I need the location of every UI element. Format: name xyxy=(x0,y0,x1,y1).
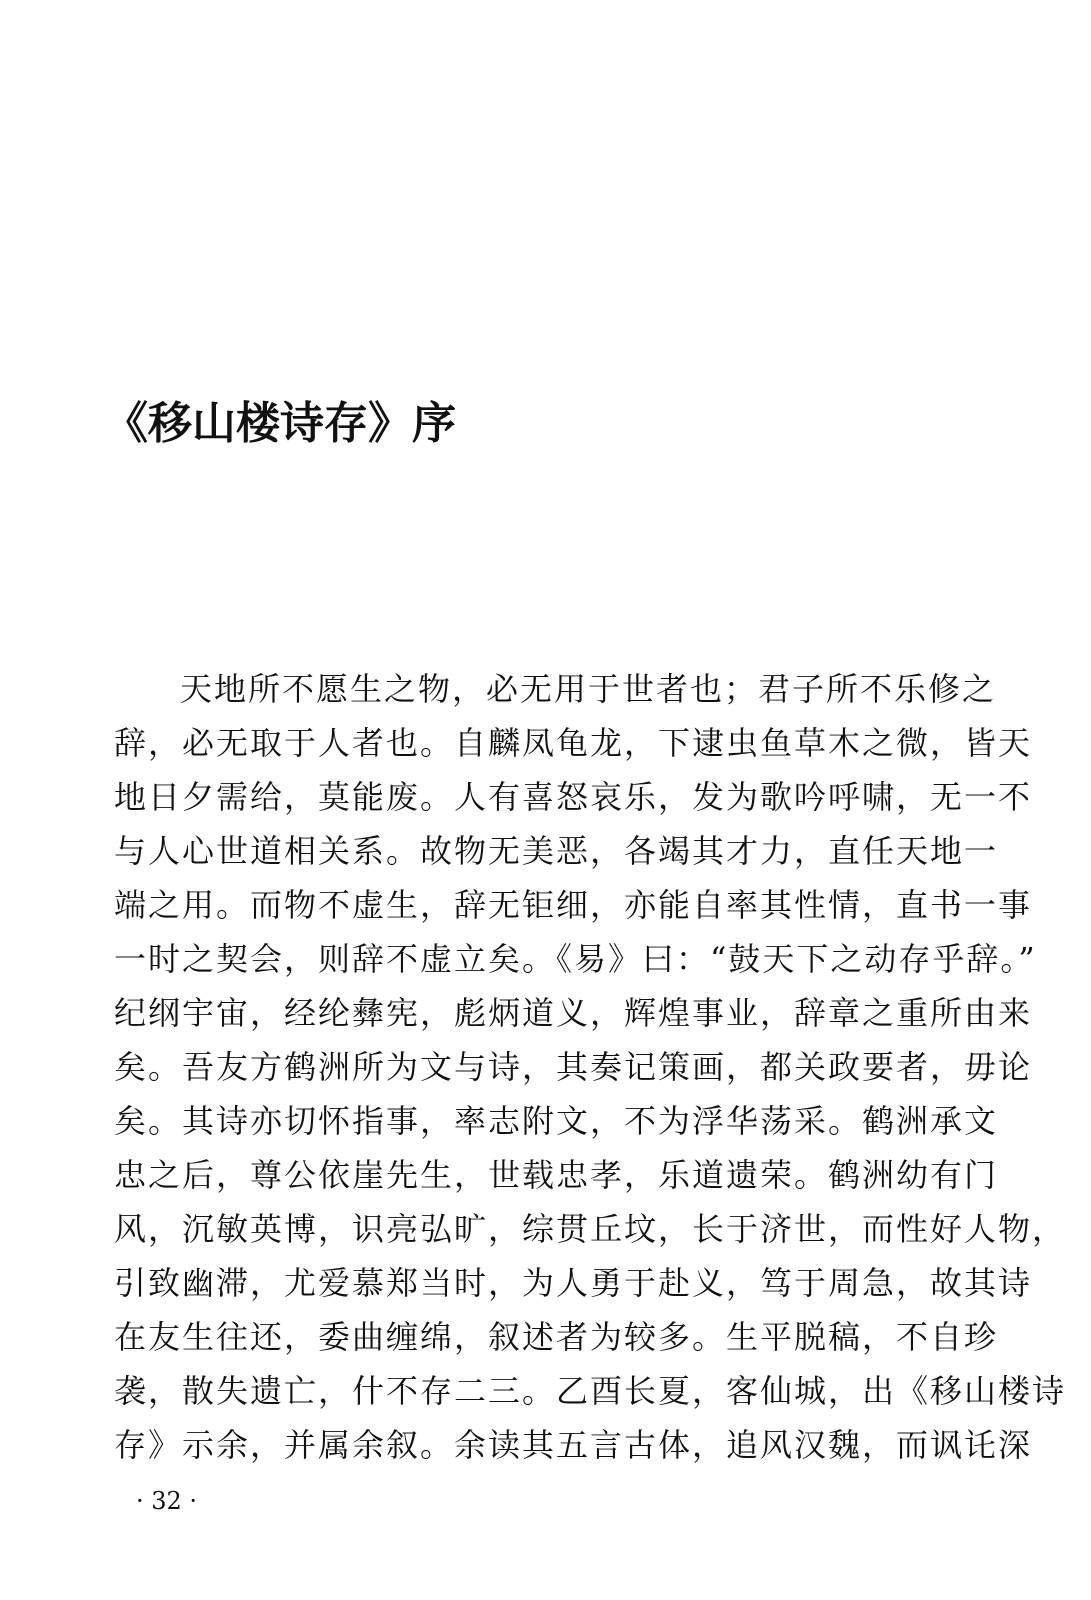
document-title: 《移山楼诗存》序 xyxy=(104,398,456,449)
text-line: 端之用。而物不虚生，辞无钜细，亦能自率其性情，直书一事 xyxy=(114,886,1033,924)
text-line: 矣。吾友方鹤洲所为文与诗，其奏记策画，都关政要者，毋论 xyxy=(114,1048,1033,1086)
text-line: 地日夕需给，莫能废。人有喜怒哀乐，发为歌吟呼啸，无一不 xyxy=(114,778,1033,816)
text-line: 天地所不愿生之物，必无用于世者也；君子所不乐修之 xyxy=(180,670,997,708)
text-line: 引致幽滞，尤爱慕郑当时，为人勇于赴义，笃于周急，故其诗 xyxy=(114,1264,1033,1302)
text-line: 风，沉敏英博，识亮弘旷，综贯丘坟，长于济世，而性好人物， xyxy=(114,1210,1067,1248)
text-line: 忠之后，尊公依崖先生，世载忠孝，乐道遗荣。鹤洲幼有门 xyxy=(114,1156,999,1194)
text-line: 辞，必无取于人者也。自麟凤龟龙，下逮虫鱼草木之微，皆天 xyxy=(114,724,1033,762)
text-line: 一时之契会，则辞不虚立矣。《易》曰：“鼓天下之动存乎辞。” xyxy=(114,940,1037,978)
text-line: 存》示余，并属余叙。余读其五言古体，追风汉魏，而讽讬深 xyxy=(114,1426,1033,1464)
text-line: 在友生往还，委曲缠绵，叙述者为较多。生平脱稿，不自珍 xyxy=(114,1318,999,1356)
text-line: 袭，散失遗亡，什不存二三。乙酉长夏，客仙城，出《移山楼诗 xyxy=(114,1372,1067,1410)
text-line: 纪纲宇宙，经纶彝宪，彪炳道义，辉煌事业，辞章之重所由来 xyxy=(114,994,1033,1032)
text-line: 矣。其诗亦切怀指事，率志附文，不为浮华荡采。鹤洲承文 xyxy=(114,1102,999,1140)
body-text xyxy=(114,662,1067,1472)
text-line: 与人心世道相关系。故物无美恶，各竭其才力，直任天地一 xyxy=(114,832,999,870)
page-number: · 32 · xyxy=(136,1487,198,1515)
